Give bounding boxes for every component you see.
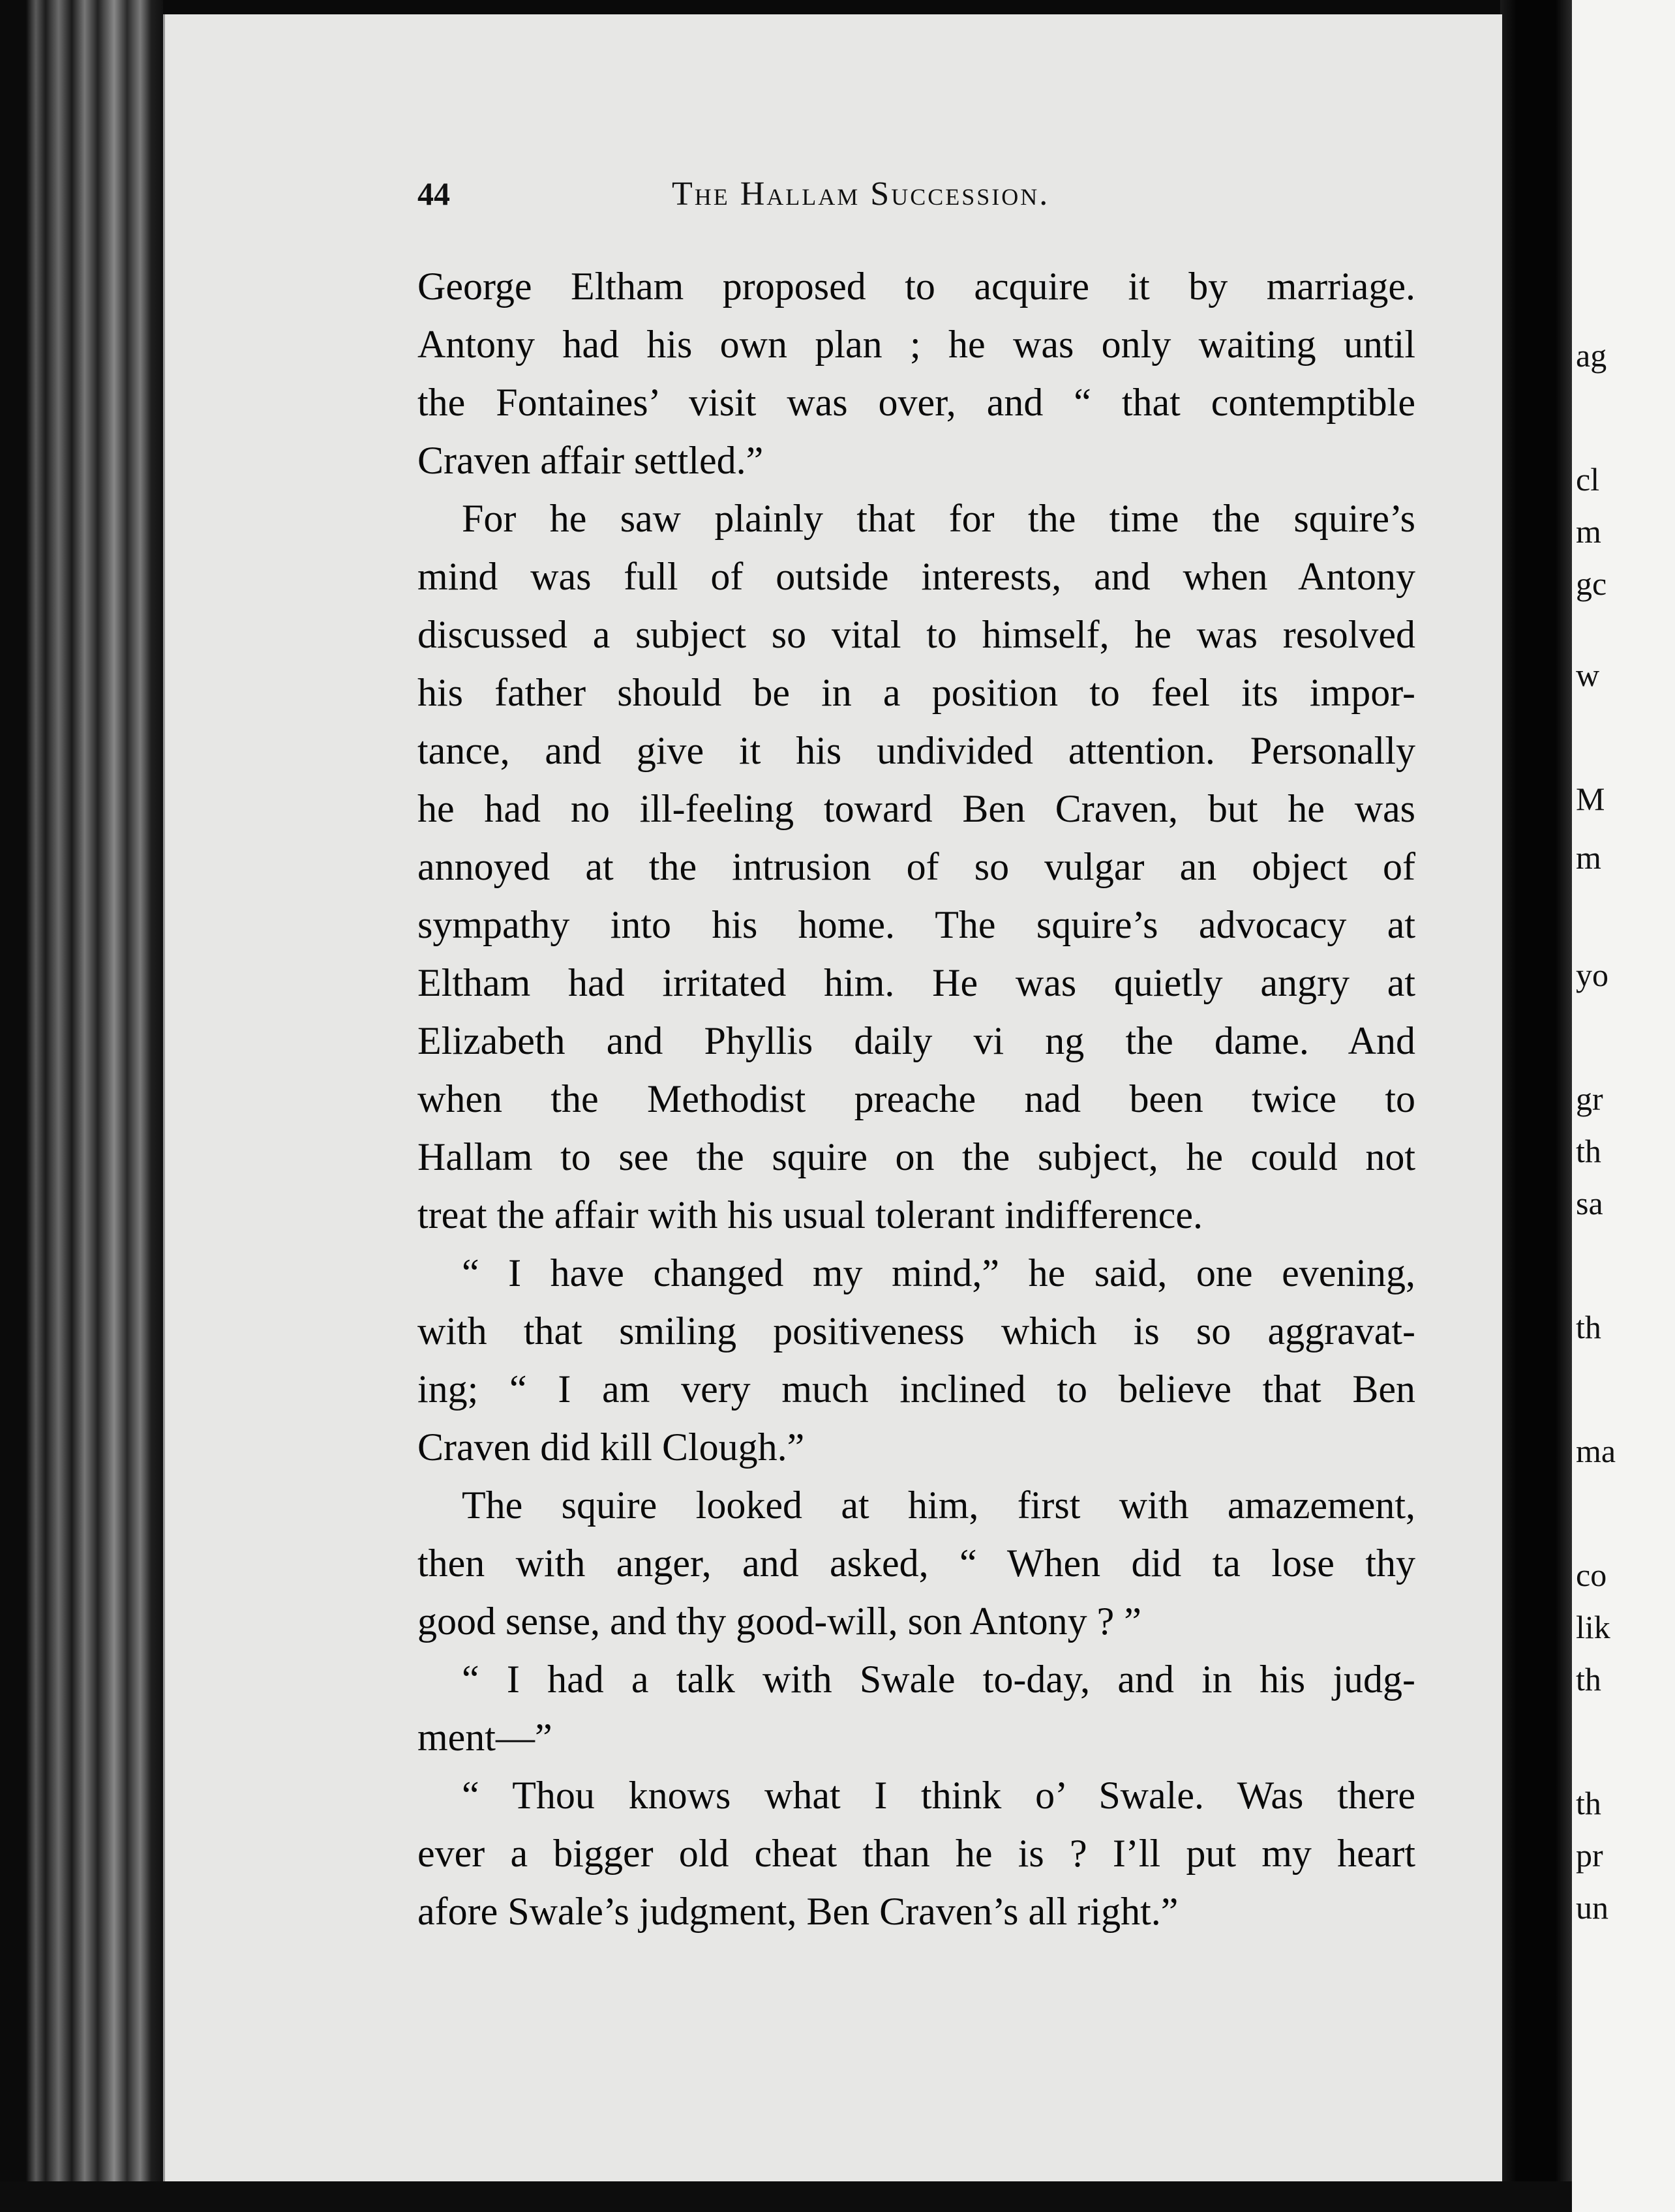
text-line: The squire looked at him, first with amazement, (462, 1484, 1415, 1527)
text-line: ing; “ I am very much inclined to believe that Ben (417, 1368, 1415, 1411)
facing-page-fragment: yo (1576, 957, 1608, 993)
facing-page-fragment: m (1576, 839, 1601, 876)
text-line: Hallam to see the squire on the subject, he could not (417, 1135, 1415, 1178)
running-title: The Hallam Succession. (672, 175, 1050, 213)
facing-page-fragment: th (1576, 1785, 1601, 1821)
text-line: “ I had a talk with Swale to-day, and in his judg- (462, 1658, 1415, 1701)
facing-page-fragment: un (1576, 1889, 1608, 1926)
facing-page-fragment: gc (1576, 565, 1607, 602)
facing-page-fragment: th (1576, 1661, 1601, 1697)
text-line: Antony had his own plan ; he was only waiting until (417, 323, 1415, 366)
text-line: ever a bigger old cheat than he is ? I’ll put my heart (417, 1832, 1415, 1875)
text-line: Craven affair settled.” (417, 439, 764, 482)
text-line: discussed a subject so vital to himself, he was resolved (417, 613, 1415, 656)
facing-page-fragment: th (1576, 1309, 1601, 1345)
facing-page-fragment: M (1576, 781, 1605, 817)
text-line: annoyed at the intrusion of so vulgar an object of (417, 845, 1415, 888)
scan-edge-top (0, 0, 1675, 14)
text-line: then with anger, and asked, “ When did ta lose thy (417, 1542, 1415, 1585)
facing-page-fragment: w (1576, 657, 1600, 693)
scan-edge-bottom (0, 2181, 1675, 2212)
facing-page-edge (1572, 0, 1675, 2212)
text-line: he had no ill-feeling toward Ben Craven, but he was (417, 787, 1415, 830)
text-line: good sense, and thy good-will, son Antony ? ” (417, 1600, 1141, 1643)
text-line: when the Methodist preache nad been twice to (417, 1077, 1415, 1120)
text-line: mind was full of outside interests, and when Antony (417, 555, 1415, 598)
text-line: “ I have changed my mind,” he said, one evening, (462, 1251, 1415, 1294)
text-line: tance, and give it his undivided attention. Personally (417, 729, 1415, 772)
text-line: Craven did kill Clough.” (417, 1426, 805, 1469)
page-number: 44 (417, 175, 450, 212)
facing-page-fragment: lik (1576, 1609, 1610, 1645)
text-line: Elizabeth and Phyllis daily vi ng the dame. And (417, 1019, 1415, 1062)
body-text (417, 258, 1415, 1941)
facing-page-fragment: gr (1576, 1081, 1603, 1117)
text-line: with that smiling positiveness which is so aggravat- (417, 1309, 1415, 1353)
text-line: the Fontaines’ visit was over, and “ that contemptible (417, 381, 1415, 424)
facing-page-fragment: th (1576, 1133, 1601, 1169)
text-line: ment—” (417, 1716, 552, 1759)
text-line: Eltham had irritated him. He was quietly angry at (417, 961, 1415, 1004)
text-line: sympathy into his home. The squire’s advocacy at (417, 903, 1415, 946)
text-line: “ Thou knows what I think o’ Swale. Was there (462, 1774, 1415, 1817)
facing-page-fragment: sa (1576, 1185, 1603, 1221)
text-line: For he saw plainly that for the time the squire’s (462, 497, 1415, 540)
facing-page-fragment: ag (1576, 337, 1607, 374)
text-line: his father should be in a position to feel its impor- (417, 671, 1415, 714)
text-line: George Eltham proposed to acquire it by marriage. (417, 265, 1415, 308)
facing-page-fragment: cl (1576, 461, 1600, 498)
facing-page-fragment: ma (1576, 1433, 1616, 1469)
book-fore-edge (0, 0, 163, 2212)
text-line: treat the affair with his usual tolerant indifference. (417, 1193, 1203, 1236)
facing-page-fragment: pr (1576, 1837, 1603, 1874)
facing-page-fragment: co (1576, 1557, 1607, 1593)
page-header (417, 175, 1409, 227)
book-gutter (1500, 0, 1572, 2212)
facing-page-fragment: m (1576, 513, 1601, 550)
text-line: afore Swale’s judgment, Ben Craven’s all right.” (417, 1890, 1179, 1933)
